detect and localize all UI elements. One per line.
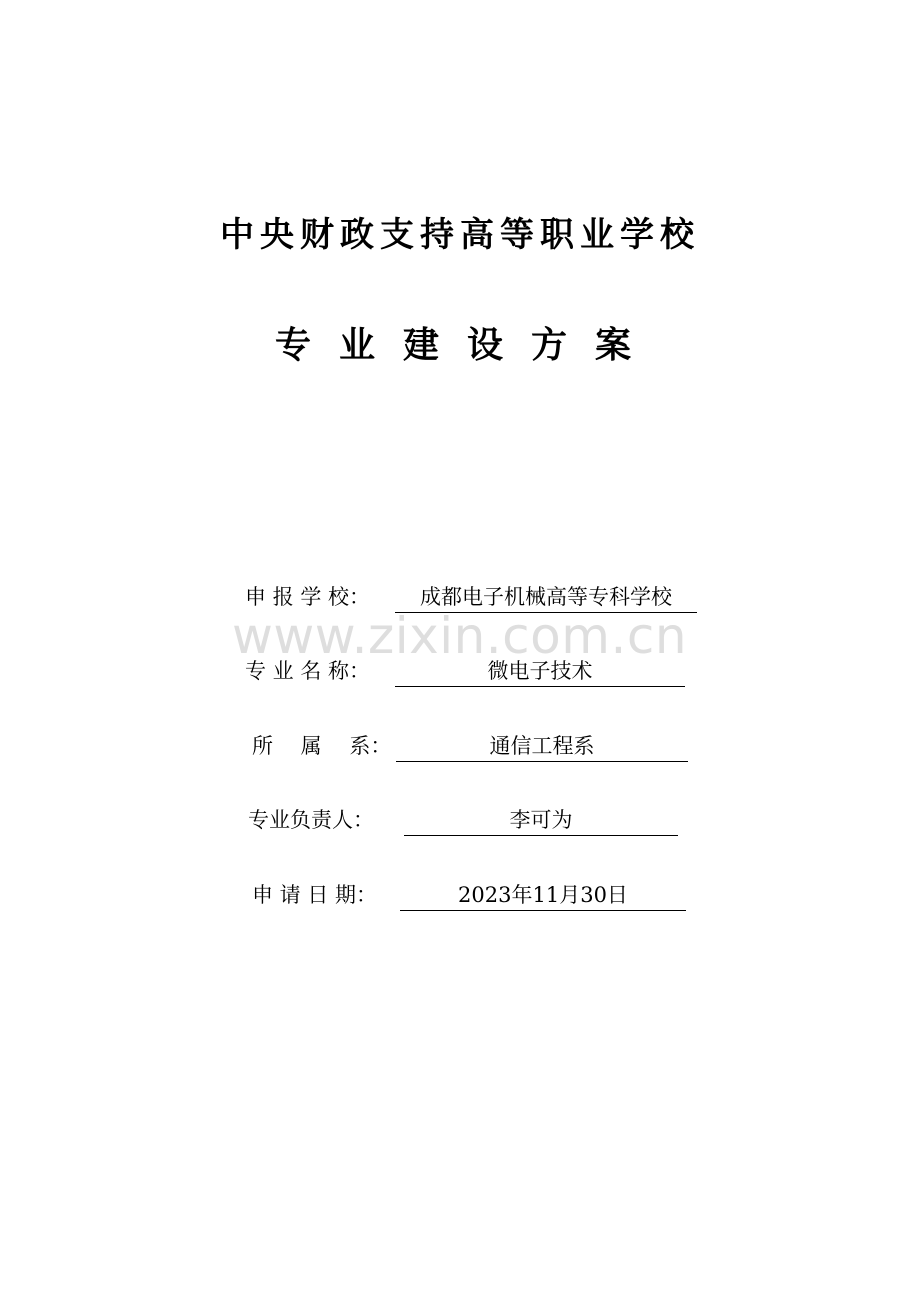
field-leader xyxy=(248,804,688,836)
watermark: www.zixin.com.cn xyxy=(232,607,688,665)
document-subtitle: 专业建设方案 xyxy=(274,325,659,366)
field-department xyxy=(252,730,692,762)
field-school-value: 成都电子机械高等专科学校 xyxy=(395,581,697,613)
field-school xyxy=(245,581,700,613)
field-major-label: 专 业 名 称： xyxy=(245,659,371,683)
field-leader-value: 李可为 xyxy=(404,804,678,836)
field-leader-label: 专业负责人： xyxy=(248,808,374,832)
document-title: 中央财政支持高等职业学校 xyxy=(220,215,700,255)
field-date-value: 2023年11月30日 xyxy=(400,879,686,911)
field-date xyxy=(252,879,692,911)
field-major xyxy=(245,655,690,687)
field-school-label: 申 报 学 校： xyxy=(245,585,371,609)
field-department-label: 所 属 系： xyxy=(252,734,392,758)
field-date-label: 申 请 日 期： xyxy=(252,883,378,907)
field-department-value: 通信工程系 xyxy=(396,730,688,762)
field-major-value: 微电子技术 xyxy=(395,655,685,687)
